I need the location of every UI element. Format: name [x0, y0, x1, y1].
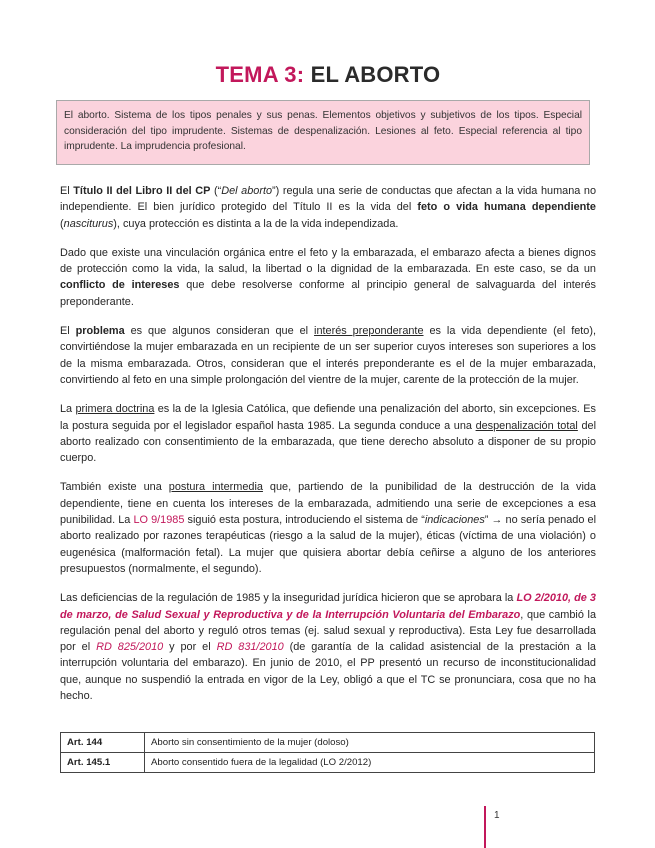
title-prefix: TEMA 3: [215, 62, 305, 87]
bold-feto: feto o vida humana dependiente [417, 201, 596, 214]
paragraph-6: Las deficiencias de la regulación de 1985 y la inseguridad jurídica hicieron que se aprobara la LO 2/2010, de 3 de marzo, de Salud Sexual y Reproductiva y de la Interrupción Voluntaria del Embarazo, que cambió la regulación penal del aborto y reguló otros temas (ej. salud sexual y reproductiva). Esta Ley fue desarrollada por el RD 825/2010 y por el RD 831/2010 (de garantía de la calidad asistencial de la prestación a la interrupción voluntaria del embarazo). En junio de 2010, el PP presentó un recurso de inconstitucionalidad que, aunque no suspendió la entrada en vigor de la Ley, obligó a que el TC se pronunciara, cosa que no ha hecho. [60, 592, 597, 703]
paragraph-4: La primera doctrina es la de la Iglesia Católica, que defiende una penalización del aborto, sin excepciones. Es la postura seguida por el legislador español hasta 1985. La segunda conduce a una despenalización total del aborto realizado con consentimiento de la embarazada, que tiene derecho absoluto a disponer de su propio cuerpo. [60, 403, 596, 465]
article-number: Art. 145.1 [61, 753, 145, 773]
article-description: Aborto consentido fuera de la legalidad (LO 2/2012) [145, 753, 595, 773]
articles-table [60, 732, 595, 773]
bold-conflicto: conflicto de intereses [60, 279, 180, 292]
paragraph-3: El problema es que algunos consideran que el interés preponderante es la vida dependiente (el feto), convirtiéndose la mujer embarazada en un recipiente de un ser superior cuyos intereses son superiores a los de la misma embarazada. Otros, consideran que el interés preponderante es el de la mujer embarazada, convirtiendo al feto en una simple prolongación del vientre de la mujer, carente de la protección de la mujer. [60, 325, 597, 386]
bold-title-ii: Título II del Libro II del CP [73, 185, 211, 197]
bold-problema: problema [75, 325, 125, 338]
paragraph-1: El Título II del Libro II del CP (“Del aborto”) regula una serie de conductas que afectan a la vida humana no independiente. El bien jurídico protegido del Título II es la vida del feto o vida humana dependiente (nasciturus), cuya protección es distinta a la de la vida independizada. [60, 185, 597, 230]
table-row [61, 733, 595, 753]
title-main: EL ABORTO [310, 62, 441, 87]
link-lo-2-2010[interactable]: LO 2/2010, de 3 de marzo, de Salud Sexual y Reproductiva y de la Interrupción Voluntaria del Embarazo [60, 592, 596, 621]
summary-box: El aborto. Sistema de los tipos penales y sus penas. Elementos objetivos y subjetivos de los tipos. Especial consideración del tipo imprudente. Sistemas de despenalización. Lesiones al feto. Especial referencia al tipo imprudente. La imprudencia profesional. [56, 100, 590, 165]
page-title [60, 62, 596, 88]
paragraph-2: Dado que existe una vinculación orgánica entre el feto y la embarazada, el embarazo afecta a bienes dignos de protección como la vida, la salud, la libertad o la dignidad de la embarazada. En este caso, se da un conflicto de intereses que debe resolverse conforme al principio general de salvaguarda del interés preponderante. [60, 246, 596, 308]
link-lo-9-1985[interactable]: LO 9/1985 [133, 514, 185, 527]
document-body [60, 183, 596, 717]
link-rd-831-2010[interactable]: RD 831/2010 [216, 641, 284, 654]
article-number: Art. 144 [61, 733, 145, 753]
article-description: Aborto sin consentimiento de la mujer (doloso) [145, 733, 595, 753]
paragraph-5: También existe una postura intermedia que, partiendo de la punibilidad de la destrucción de la vida dependiente, tiene en cuenta los intereses de la embarazada, admitiendo una serie de excepciones a esa punibilidad. La LO 9/1985 siguió esta postura, introduciendo el sistema de “indicaciones” → no sería penado el aborto realizado por razones terapéuticas (riesgo a la salud de la mujer), éticas (víctima de una violación) o eugenésica (malformación fetal). La mujer que quisiera abortar debía ceñirse a alguno de los anteriores presupuestos (normalmente, el segundo). [60, 481, 596, 575]
link-rd-825-2010[interactable]: RD 825/2010 [96, 641, 164, 654]
page-number: 1 [494, 810, 500, 821]
table-row [61, 753, 595, 773]
footer-divider [484, 806, 486, 848]
